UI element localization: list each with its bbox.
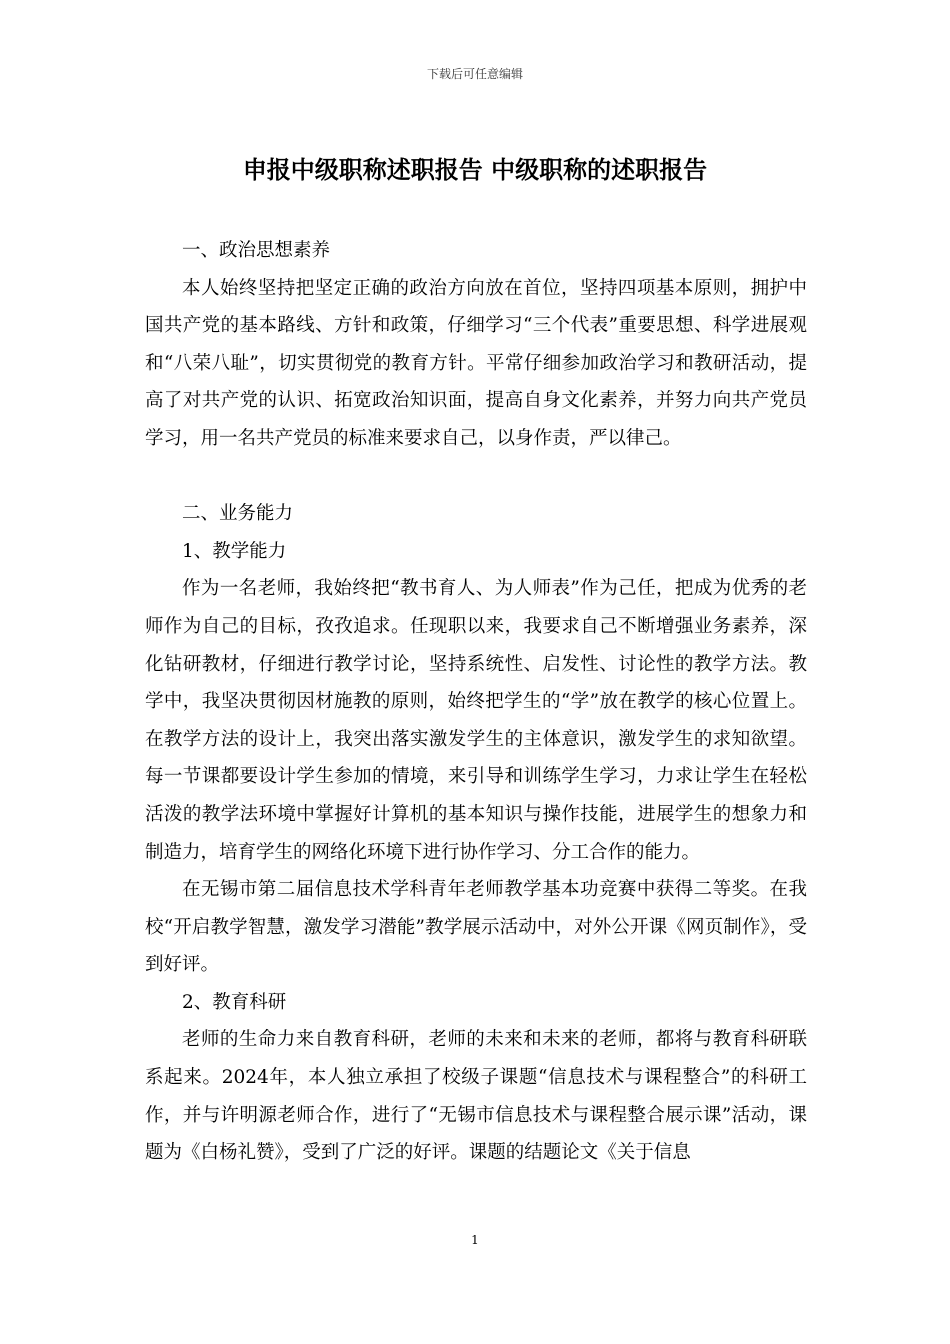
document-body	[145, 232, 807, 1172]
page-header-note: 下载后可任意编辑	[426, 67, 523, 81]
paragraph-awards: 在无锡市第二届信息技术学科青年老师教学基本功竞赛中获得二等奖。在我校“开启教学智慧，激发学习潜能”教学展示活动中，对外公开课《网页制作》，受到好评。	[145, 879, 807, 976]
section-heading-politics: 一、政治思想素养	[182, 240, 331, 261]
section-heading-ability: 二、业务能力	[182, 503, 294, 525]
document-title: 申报中级职称述职报告 中级职称的述职报告	[242, 156, 708, 184]
blank-line	[145, 458, 807, 496]
subheading-research: 2、教育科研	[182, 991, 287, 1013]
paragraph-politics: 本人始终坚持把坚定正确的政治方向放在首位，坚持四项基本原则，拥护中国共产党的基本路线、方针和政策，仔细学习“三个代表”重要思想、科学进展观和“八荣八耻”，切实贯彻党的教育方针。平常仔细参加政治学习和教研活动，提高了对共产党的认识、拓宽政治知识面，提高自身文化素养，并努力向共产党员学习，用一名共产党员的标准来要求自己，以身作责，严以律己。	[145, 277, 807, 449]
paragraph-teaching: 作为一名老师，我始终把“教书育人、为人师表”作为己任，把成为优秀的老师作为自己的目标，孜孜追求。任现职以来，我要求自己不断增强业务素养，深化钻研教材，仔细进行教学讨论，坚持系统性、启发性、讨论性的教学方法。教学中，我坚决贯彻因材施教的原则，始终把学生的“学”放在教学的核心位置上。在教学方法的设计上，我突出落实激发学生的主体意识，激发学生的求知欲望。每一节课都要设计学生参加的情境，来引导和训练学生学习，力求让学生在轻松活泼的教学法环境中掌握好计算机的基本知识与操作技能，进展学生的想象力和制造力，培育学生的网络化环境下进行协作学习、分工合作的能力。	[145, 578, 807, 863]
paragraph-research: 老师的生命力来自教育科研，老师的未来和未来的老师，都将与教育科研联系起来。2024年，本人独立承担了校级子课题“信息技术与课程整合”的科研工作，并与许明源老师合作，进行了“无锡市信息技术与课程整合展示课”活动，课题为《白杨礼赞》，受到了广泛的好评。课题的结题论文《关于信息	[145, 1029, 807, 1164]
page-number: 1	[471, 1233, 479, 1247]
subheading-teaching: 1、教学能力	[182, 540, 287, 562]
